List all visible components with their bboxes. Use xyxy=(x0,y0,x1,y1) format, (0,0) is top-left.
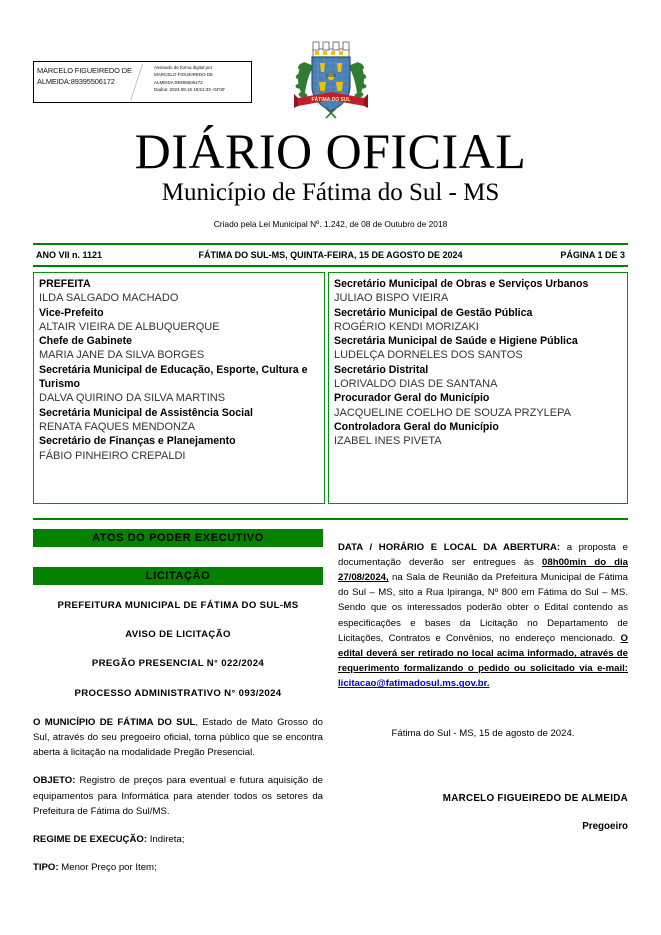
officials-table xyxy=(33,272,628,504)
official-entry xyxy=(334,363,622,392)
official-role: Chefe de Gabinete xyxy=(39,335,133,348)
signature-details xyxy=(151,62,251,102)
paragraph-municipio xyxy=(33,715,323,761)
signature-detail-line-1: Assinado de forma digital por xyxy=(154,65,213,70)
official-name: IZABEL INES PIVETA xyxy=(334,435,442,448)
official-role: Vice-Prefeito xyxy=(39,306,104,319)
official-name: ALTAIR VIEIRA DE ALBUQUERQUE xyxy=(39,320,220,333)
paragraph-regime-text: Indireta; xyxy=(147,834,185,846)
official-name: JACQUELINE COELHO DE SOUZA PRZYLEPA xyxy=(334,406,571,419)
official-name: RENATA FAQUES MENDONZA xyxy=(39,420,196,433)
official-name: ROGÉRIO KENDI MORIZAKI xyxy=(334,320,479,333)
official-entry xyxy=(39,306,319,335)
official-entry xyxy=(334,420,622,449)
official-entry xyxy=(39,363,319,406)
official-name: DALVA QUIRINO DA SILVA MARTINS xyxy=(39,392,226,405)
place-date-line: Fátima do Sul - MS, 15 de agosto de 2024. xyxy=(391,727,575,739)
paragraph-objeto-text: Registro de preços para eventual e futura aquisição de equipamentos para Informática para atender todos os setores da Prefeitura de Fátima do Sul/MS. xyxy=(33,775,323,817)
official-entry xyxy=(334,391,622,420)
paragraph-municipio-text: , Estado de Mato Grosso do Sul, através do seu pregoeiro oficial, torna público que se encontra aberta à licitação na modalidade Pregão Presencial. xyxy=(33,716,323,759)
official-name: FÁBIO PINHEIRO CREPALDI xyxy=(39,449,186,462)
rule-top xyxy=(33,243,628,245)
page-number: PÁGINA 1 DE 3 xyxy=(560,250,625,260)
notice-heading-processo: PROCESSO ADMINISTRATIVO N° 093/2024 xyxy=(74,687,282,699)
page-subtitle: Município de Fátima do Sul - MS xyxy=(161,179,500,206)
email-link[interactable]: licitacao@fatimadosul.ms.gov.br. xyxy=(338,678,490,690)
issue-year-number: ANO VII n. 1121 xyxy=(36,250,103,260)
official-role: Controladora Geral do Município xyxy=(334,420,499,433)
official-name: LORIVALDO DIAS DE SANTANA xyxy=(334,378,498,391)
rule-below-officials xyxy=(33,518,628,520)
signature-name: MARCELO FIGUEIREDO DE ALMEIDA:89395506172 xyxy=(37,66,132,86)
notice-heading-prefeitura: PREFEITURA MUNICIPAL DE FÁTIMA DO SUL-MS xyxy=(57,600,299,611)
section-banner-atos: ATOS DO PODER EXECUTIVO xyxy=(33,529,323,547)
issue-info-bar xyxy=(33,247,628,263)
official-role: Secretária Municipal de Educação, Esporte, Cultura e Turismo xyxy=(39,363,308,391)
signature-detail-line-2: MARCELO FIGUEIREDO DE xyxy=(154,72,214,78)
official-entry xyxy=(39,406,319,435)
paragraph-tipo-lead: TIPO: xyxy=(33,862,59,874)
paragraph-tipo-text: Menor Preço por Item; xyxy=(58,862,157,874)
official-role: Secretária Municipal de Saúde e Higiene Pública xyxy=(334,335,578,348)
paragraph-data-text-1: a proposta e documentação deverão ser entregues às xyxy=(338,541,628,568)
paragraph-regime xyxy=(33,832,323,847)
signature-detail-line-3: ALMEIDA:89395506172 xyxy=(154,79,203,85)
official-entry xyxy=(334,334,622,363)
page-title: DIÁRIO OFICIAL xyxy=(134,123,527,179)
notice-heading-pregao: PREGÃO PRESENCIAL N° 022/2024 xyxy=(91,658,265,670)
emblem-ribbon-text: FÁTIMA DO SUL xyxy=(311,97,351,103)
officials-column-right xyxy=(328,272,628,504)
left-content-column xyxy=(33,598,323,888)
official-role: Secretário Municipal de Obras e Serviços Urbanos xyxy=(334,278,589,290)
rule-below-infobar xyxy=(33,265,628,267)
signatory-role: Pregoeiro xyxy=(582,821,628,833)
official-name: JULIAO BISPO VIEIRA xyxy=(334,292,449,305)
creation-law-note: Criado pela Lei Municipal Nº. 1.242, de 08 de Outubro de 2018 xyxy=(213,219,448,229)
official-entry xyxy=(334,277,622,306)
right-content-column xyxy=(338,530,628,834)
official-role: PREFEITA xyxy=(39,278,91,290)
official-role: Secretário Distrital xyxy=(334,363,429,376)
officials-column-left xyxy=(33,272,325,504)
official-entry xyxy=(334,306,622,335)
paragraph-data-horario xyxy=(338,540,628,692)
official-role: Secretário Municipal de Gestão Pública xyxy=(334,306,533,319)
section-banner-licitacao: LICITAÇÃO xyxy=(33,567,323,585)
official-role: Procurador Geral do Município xyxy=(334,392,490,405)
official-name: ILDA SALGADO MACHADO xyxy=(39,292,179,305)
official-name: MARIA JANE DA SILVA BORGES xyxy=(39,349,205,362)
edital-retirada-note: O edital deverá ser retirado no local acima informado, através de requerimento formalizando o pedido ou solicitado via e-mail: xyxy=(338,632,628,675)
official-entry xyxy=(39,434,319,463)
paragraph-data-lead: DATA / HORÁRIO E LOCAL DA ABERTURA: xyxy=(338,541,561,553)
issue-city-date: FÁTIMA DO SUL-MS, QUINTA-FEIRA, 15 DE AGOSTO DE 2024 xyxy=(198,250,463,260)
paragraph-regime-lead: REGIME DE EXECUÇÃO: xyxy=(33,834,148,846)
paragraph-data-text-2: na Sala de Reunião da Prefeitura Municipal de Fátima do Sul – MS, sito a Rua Ipiranga, Nº 800 em Fátima do Sul – MS. Sendo que os interessados poderão obter o Edital contendo as especificações e bases da Licitação no Departamento de Licitações, Contratos e Convênios, no endereço mencionado. xyxy=(338,572,628,644)
official-role: Secretário de Finanças e Planejamento xyxy=(39,435,236,448)
signature-detail-line-4: Dados: 2024.08.15 18:51:33 -04'00' xyxy=(154,86,226,92)
notice-heading-aviso: AVISO DE LICITAÇÃO xyxy=(125,629,231,641)
official-entry xyxy=(39,334,319,363)
paragraph-tipo xyxy=(33,860,323,875)
digital-signature-stamp xyxy=(33,61,252,103)
official-name: LUDELÇA DORNELES DOS SANTOS xyxy=(334,349,523,362)
official-role: Secretária Municipal de Assistência Social xyxy=(39,406,253,419)
paragraph-municipio-lead: O MUNICÍPIO DE FÁTIMA DO SUL xyxy=(33,716,196,728)
paragraph-objeto-lead: OBJETO: xyxy=(33,775,76,787)
paragraph-objeto xyxy=(33,773,323,819)
signatory-name: MARCELO FIGUEIREDO DE ALMEIDA xyxy=(442,792,628,804)
coat-of-arms-icon xyxy=(292,36,370,128)
official-entry xyxy=(39,277,319,306)
opening-datetime: 08h00min do dia 27/08/2024, xyxy=(338,556,628,583)
